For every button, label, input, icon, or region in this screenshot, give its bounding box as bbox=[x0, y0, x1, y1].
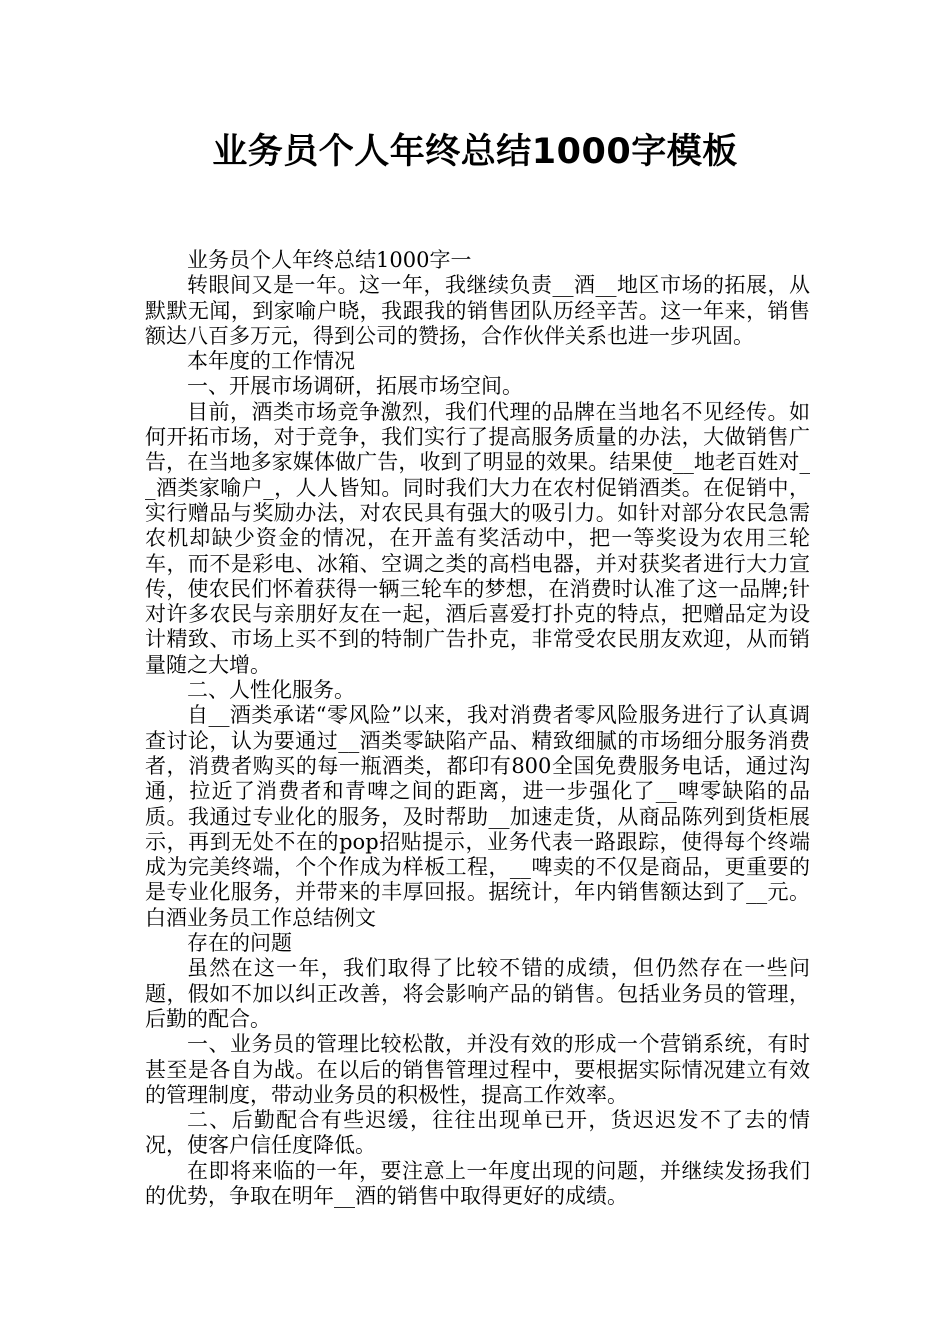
paragraph-problems-summary: 虽然在这一年，我们取得了比较不错的成绩，但仍然存在一些问题，假如不加以纠正改善，将会影响产品的销售。包括业务员的管理，后勤的配合。 bbox=[145, 956, 810, 1031]
paragraph-problem-logistics: 二、后勤配合有些迟缓，往往出现单已开，货迟迟发不了去的情况，使客户信任度降低。 bbox=[145, 1108, 810, 1158]
paragraph-humanized-service: 自__酒类承诺“零风险”以来，我对消费者零风险服务进行了认真调查讨论，认为要通过__酒类零缺陷产品、精致细腻的市场细分服务消费者，消费者购买的每一瓶酒类，都印有800全国免费服务电话，通过沟通，拉近了消费者和青啤之间的距离，进一步强化了__啤零缺陷的品质。我通过专业化的服务，及时帮助__加速走货，从商品陈列到货柜展示，再到无处不在的pop招贴提示，业务代表一路跟踪，使得每个终端成为完美终端，个个作成为样板工程，__啤卖的不仅是商品，更重要的是专业化服务，并带来的丰厚回报。据统计，年内销售额达到了__元。白酒业务员工作总结例文 bbox=[145, 703, 810, 930]
subheading-market-research: 一、开展市场调研，拓展市场空间。 bbox=[187, 374, 523, 399]
document-body bbox=[145, 248, 810, 1209]
paragraph-problem-management: 一、业务员的管理比较松散，并没有效的形成一个营销系统，有时甚至是各自为战。在以后的销售管理过程中，要根据实际情况建立有效的管理制度，带动业务员的积极性，提高工作效率。 bbox=[145, 1032, 810, 1107]
document-title: 业务员个人年终总结1000字模板 bbox=[212, 132, 738, 172]
section-heading-problems: 存在的问题 bbox=[187, 931, 292, 956]
subheading-humanized-service: 二、人性化服务。 bbox=[187, 678, 355, 703]
paragraph-subtitle: 业务员个人年终总结1000字一 bbox=[187, 248, 472, 272]
section-heading-work-status: 本年度的工作情况 bbox=[187, 349, 355, 374]
paragraph-intro: 转眼间又是一年。这一年，我继续负责__酒__地区市场的拓展，从默默无闻，到家喻户晓，我跟我的销售团队历经辛苦。这一年来，销售额达八百多万元，得到公司的赞扬，合作伙伴关系也进一步巩固。 bbox=[145, 273, 810, 348]
paragraph-market-research: 目前，酒类市场竞争激烈，我们代理的品牌在当地名不见经传。如何开拓市场，对于竞争，我们实行了提高服务质量的办法，大做销售广告，在当地多家媒体做广告，收到了明显的效果。结果使__地老百姓对__酒类家喻户_，人人皆知。同时我们大力在农村促销酒类。在促销中，实行赠品与奖励办法，对农民具有强大的吸引力。如针对部分农民急需农机却缺少资金的情况，在开盖有奖活动中，把一等奖设为农用三轮车，而不是彩电、冰箱、空调之类的高档电器，并对获奖者进行大力宣传，使农民们怀着获得一辆三轮车的梦想，在消费时认准了这一品牌;针对许多农民与亲朋好友在一起，酒后喜爱打扑克的特点，把赠品定为设计精致、市场上买不到的特制广告扑克，非常受农民朋友欢迎，从而销量随之大增。 bbox=[145, 399, 810, 677]
paragraph-conclusion: 在即将来临的一年，要注意上一年度出现的问题，并继续发扬我们的优势，争取在明年__酒的销售中取得更好的成绩。 bbox=[145, 1158, 810, 1208]
